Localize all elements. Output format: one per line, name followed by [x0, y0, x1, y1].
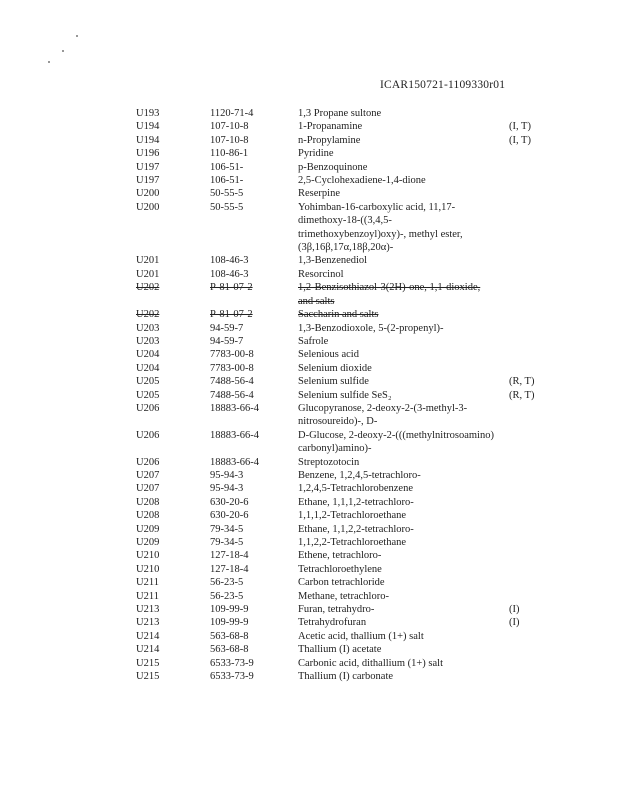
cas-number: 94-59-7 — [210, 322, 244, 334]
chemical-name: D-Glucose, 2-deoxy-2-(((methylnitrosoamino) carbonyl)amino)- — [298, 429, 494, 455]
table-row — [136, 147, 556, 160]
cas-number: 56-23-5 — [210, 590, 244, 602]
cas-number: 1120-71-4 — [210, 108, 254, 119]
table-row — [136, 322, 556, 335]
waste-code: U207 — [136, 469, 160, 481]
table-row — [136, 590, 556, 603]
chemical-name: Yohimban-16-carboxylic acid, 11,17-dimethoxy-18-((3,4,5-trimethoxybenzoyl)oxy)-, methyl ester, (3β,16β,17α,18β,20α)- — [298, 201, 463, 254]
chemical-name: Thallium (I) acetate — [298, 644, 382, 656]
cas-number: 110-86-1 — [210, 148, 249, 160]
chemical-name: n-Propylamine — [298, 134, 361, 146]
cas-number: P-81-07-2 — [210, 282, 253, 294]
chemical-name: Tetrachloroethylene — [298, 563, 382, 575]
chemical-name: Ethane, 1,1,2,2-tetrachloro- — [298, 523, 414, 535]
cas-number: 94-59-7 — [210, 335, 244, 347]
hazard-code: (I) — [509, 604, 520, 616]
waste-code: U193 — [136, 108, 160, 119]
table-row — [136, 523, 556, 536]
chemical-name: Resorcinol — [298, 268, 344, 280]
table-row — [136, 254, 556, 267]
waste-code: U206 — [136, 429, 160, 441]
waste-code: U215 — [136, 671, 160, 683]
chemical-name: Selenious acid — [298, 349, 359, 361]
cas-number: 7488-56-4 — [210, 376, 254, 388]
cas-number: 109-99-9 — [210, 617, 249, 629]
cas-number: 630-20-6 — [210, 496, 249, 508]
chemical-name: Selenium sulfide SeS₂ — [298, 389, 392, 401]
chemical-name: Benzene, 1,2,4,5-tetrachloro- — [298, 469, 421, 481]
waste-code: U208 — [136, 510, 160, 522]
waste-code: U203 — [136, 335, 160, 347]
cas-number: 7783-00-8 — [210, 349, 254, 361]
cas-number: 630-20-6 — [210, 510, 249, 522]
chemical-name: 1,1,1,2-Tetrachloroethane — [298, 510, 407, 522]
cas-number: 107-10-8 — [210, 134, 249, 146]
chemical-name: Pyridine — [298, 148, 334, 160]
table-row — [136, 362, 556, 375]
waste-code: U206 — [136, 456, 160, 468]
chemical-name: Tetrahydrofuran — [298, 617, 367, 629]
cas-number: 95-94-3 — [210, 469, 244, 481]
chemical-name: 1,3-Benzodioxole, 5-(2-propenyl)- — [298, 322, 444, 334]
cas-number: 563-68-8 — [210, 630, 249, 642]
cas-number: 106-51- — [210, 175, 244, 187]
cas-number: 7488-56-4 — [210, 389, 254, 401]
table-row — [136, 536, 556, 549]
cas-number: 50-55-5 — [210, 201, 244, 213]
table-row — [136, 469, 556, 482]
waste-code: U204 — [136, 362, 160, 374]
chemical-name: Safrole — [298, 335, 329, 347]
chemical-name: Ethane, 1,1,1,2-tetrachloro- — [298, 496, 414, 508]
waste-code-table — [136, 107, 556, 683]
waste-code: U194 — [136, 134, 160, 146]
table-row — [136, 576, 556, 589]
chemical-name: 1,3 Propane sultone — [298, 108, 382, 119]
cas-number: P-81-07-2 — [210, 309, 253, 321]
cas-number: 7783-00-8 — [210, 362, 254, 374]
cas-number: 79-34-5 — [210, 523, 244, 535]
chemical-name: Furan, tetrahydro- — [298, 604, 375, 616]
chemical-name: Reserpine — [298, 188, 340, 200]
cas-number: 56-23-5 — [210, 577, 244, 589]
waste-code: U209 — [136, 523, 160, 535]
waste-code: U197 — [136, 161, 160, 173]
chemical-name: Glucopyranose, 2-deoxy-2-(3-methyl-3-nitrosoureido)-, D- — [298, 402, 468, 428]
hazard-code: (R, T) — [509, 376, 535, 388]
table-row — [136, 456, 556, 469]
chemical-name: Selenium sulfide — [298, 376, 369, 388]
cas-number: 18883-66-4 — [210, 456, 259, 468]
table-row — [136, 630, 556, 643]
table-row — [136, 281, 556, 308]
waste-code: U200 — [136, 188, 160, 200]
cas-number: 108-46-3 — [210, 255, 249, 267]
waste-code: U213 — [136, 617, 160, 629]
cas-number: 18883-66-4 — [210, 402, 259, 414]
hazard-code: (R, T) — [509, 389, 535, 401]
table-row — [136, 603, 556, 616]
chemical-name: 1,3-Benzenediol — [298, 255, 368, 267]
cas-number: 106-51- — [210, 161, 244, 173]
table-row — [136, 120, 556, 133]
table-row — [136, 161, 556, 174]
waste-code: U210 — [136, 550, 160, 562]
table-row — [136, 348, 556, 361]
chemical-name: 1,1,2,2-Tetrachloroethane — [298, 537, 407, 548]
waste-code: U207 — [136, 483, 160, 495]
table-row — [136, 549, 556, 562]
waste-code: U200 — [136, 201, 160, 213]
chemical-name: Acetic acid, thallium (1+) salt — [298, 630, 424, 642]
document-id: ICAR150721-1109330r01 — [380, 79, 506, 91]
chemical-name: p-Benzoquinone — [298, 161, 368, 173]
chemical-name: 1,2,4,5-Tetrachlorobenzene — [298, 483, 414, 495]
table-row — [136, 563, 556, 576]
chemical-name: Streptozotocin — [298, 456, 360, 468]
scan-speck — [76, 35, 78, 37]
table-row — [136, 482, 556, 495]
chemical-name: Carbon tetrachloride — [298, 577, 385, 589]
chemical-name: 1,2-Benzisothiazol-3(2H)-one, 1,1-dioxide, and salts — [298, 282, 481, 307]
waste-code: U214 — [136, 644, 160, 656]
waste-code: U205 — [136, 376, 160, 388]
table-row — [136, 268, 556, 281]
waste-code: U201 — [136, 255, 160, 267]
waste-code: U205 — [136, 389, 160, 401]
cas-number: 95-94-3 — [210, 483, 244, 495]
cas-number: 107-10-8 — [210, 121, 249, 133]
waste-code: U202 — [136, 282, 160, 294]
cas-number: 79-34-5 — [210, 537, 244, 548]
waste-code: U197 — [136, 175, 160, 187]
table-row — [136, 509, 556, 522]
hazard-code: (I, T) — [509, 134, 531, 146]
waste-code: U211 — [136, 577, 159, 589]
chemical-name: Methane, tetrachloro- — [298, 590, 389, 602]
table-row — [136, 375, 556, 388]
table-row — [136, 429, 556, 456]
cas-number: 108-46-3 — [210, 268, 249, 280]
table-row — [136, 187, 556, 200]
waste-code: U215 — [136, 657, 160, 669]
table-row — [136, 643, 556, 656]
cas-number: 127-18-4 — [210, 563, 249, 575]
table-row — [136, 389, 556, 402]
chemical-name: Selenium dioxide — [298, 362, 372, 374]
chemical-name: 1-Propanamine — [298, 121, 363, 133]
table-row — [136, 496, 556, 509]
waste-code: U201 — [136, 268, 160, 280]
table-row — [136, 201, 556, 255]
table-row — [136, 335, 556, 348]
cas-number: 18883-66-4 — [210, 429, 259, 441]
chemical-name: 2,5-Cyclohexadiene-1,4-dione — [298, 175, 426, 187]
cas-number: 109-99-9 — [210, 604, 249, 616]
waste-code: U203 — [136, 322, 160, 334]
table-row — [136, 174, 556, 187]
table-row — [136, 308, 556, 321]
waste-code: U206 — [136, 402, 160, 414]
waste-code: U211 — [136, 590, 159, 602]
table-row — [136, 670, 556, 683]
chemical-name: Carbonic acid, dithallium (1+) salt — [298, 657, 444, 669]
waste-code: U194 — [136, 121, 160, 133]
cas-number: 6533-73-9 — [210, 657, 254, 669]
cas-number: 6533-73-9 — [210, 671, 254, 683]
chemical-name: Thallium (I) carbonate — [298, 671, 394, 683]
hazard-code: (I, T) — [509, 121, 531, 133]
waste-code: U204 — [136, 349, 160, 361]
waste-code: U196 — [136, 148, 160, 160]
waste-code: U208 — [136, 496, 160, 508]
waste-code: U209 — [136, 537, 160, 548]
scan-specks — [40, 30, 80, 70]
chemical-name: Saccharin and salts — [298, 309, 379, 321]
table-row — [136, 107, 556, 120]
table-row — [136, 657, 556, 670]
chemical-name: Ethene, tetrachloro- — [298, 550, 382, 562]
waste-code: U213 — [136, 604, 160, 616]
table-row — [136, 616, 556, 629]
cas-number: 50-55-5 — [210, 188, 244, 200]
table-row — [136, 134, 556, 147]
waste-code: U214 — [136, 630, 160, 642]
waste-code: U202 — [136, 309, 160, 321]
cas-number: 563-68-8 — [210, 644, 249, 656]
table-row — [136, 402, 556, 429]
scan-speck — [48, 61, 50, 63]
cas-number: 127-18-4 — [210, 550, 249, 562]
scan-speck — [62, 50, 64, 52]
hazard-code: (I) — [509, 617, 520, 629]
waste-code: U210 — [136, 563, 160, 575]
